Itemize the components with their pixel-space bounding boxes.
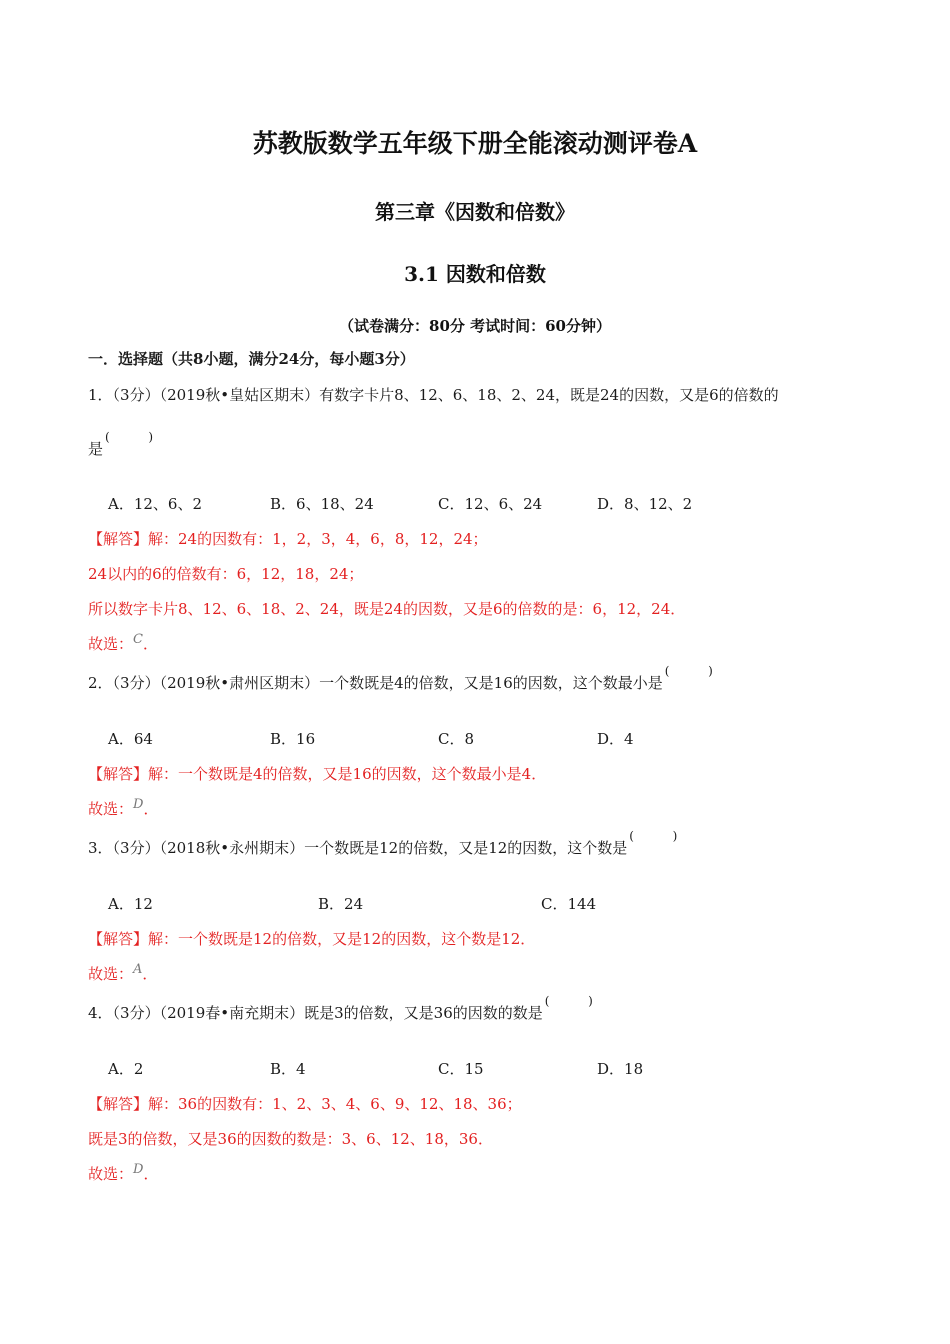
answer-tag: 【解答】 xyxy=(88,1095,149,1113)
choice-letter: C xyxy=(133,632,143,647)
option-b: B．16 xyxy=(270,730,316,748)
question-2-stem: 2．（3分）（2019秋•肃州区期末）一个数既是4的倍数，又是16的因数，这个数最小是 ( ) xyxy=(88,664,713,692)
question-1-stem-tail: 是 xyxy=(88,440,104,458)
chapter-title: 第三章《因数和倍数》 xyxy=(375,200,575,224)
answer-line: 所以数字卡片8、12、6、18、2、24，既是24的因数，又是6的倍数的是：6，12，24． xyxy=(88,600,686,618)
answer-tag: 【解答】 xyxy=(88,930,149,948)
answer-tag: 【解答】 xyxy=(88,765,149,783)
answer-blank: ( ) xyxy=(664,664,713,678)
option-d: D．8、12、2 xyxy=(597,495,693,513)
answer-tag: 【解答】 xyxy=(88,530,149,548)
option-b: B．6、18、24 xyxy=(270,495,374,513)
answer-line: 【解答】解：一个数既是4的倍数，又是16的因数，这个数最小是4． xyxy=(88,765,547,783)
choice-letter: D xyxy=(133,797,144,812)
option-c: C．15 xyxy=(438,1060,484,1078)
choice-line: 故选：A． xyxy=(88,962,158,983)
answer-line: 【解答】解：24的因数有：1，2，3，4，6，8，12，24； xyxy=(88,530,488,548)
option-a: A．12、6、2 xyxy=(108,495,203,513)
option-b: B．24 xyxy=(318,895,364,913)
answer-blank: ( ) xyxy=(544,994,593,1008)
answer-line: 既是3的倍数，又是36的因数的数是：3、6、12、18，36． xyxy=(88,1130,493,1148)
question-3-stem: 3．（3分）（2018秋•永州期末）一个数既是12的倍数，又是12的因数，这个数是 ( ) xyxy=(88,829,678,857)
section-heading: 一．选择题（共8小题，满分24分，每小题3分） xyxy=(88,350,415,368)
answer-line: 【解答】解：一个数既是12的倍数，又是12的因数，这个数是12． xyxy=(88,930,536,948)
choice-letter: A xyxy=(133,962,143,977)
choice-line: 故选：D． xyxy=(88,1162,159,1183)
question-1-stem: 1．（3分）（2019秋•皇姑区期末）有数字卡片8、12、6、18、2、24，既是24的因数，又是6的倍数的 xyxy=(88,386,779,404)
option-d: D．18 xyxy=(597,1060,644,1078)
question-4-stem: 4．（3分）（2019春•南充期末）既是3的倍数，又是36的因数的数是 ( ) xyxy=(88,994,593,1022)
option-c: C．8 xyxy=(438,730,475,748)
answer-line: 24以内的6的倍数有：6，12，18，24； xyxy=(88,565,364,583)
option-c: C．144 xyxy=(541,895,597,913)
main-title: 苏教版数学五年级下册全能滚动测评卷A xyxy=(252,129,698,158)
option-a: A．2 xyxy=(108,1060,144,1078)
exam-info: （试卷满分：80分 考试时间：60分钟） xyxy=(339,317,611,335)
option-a: A．64 xyxy=(108,730,153,748)
option-d: D．4 xyxy=(597,730,634,748)
choice-line: 故选：C． xyxy=(88,632,158,653)
choice-line: 故选：D． xyxy=(88,797,159,818)
section-title: 3.1 因数和倍数 xyxy=(404,262,546,286)
choice-letter: D xyxy=(133,1162,144,1177)
answer-blank: ( ) xyxy=(629,829,678,843)
answer-line: 【解答】解：36的因数有：1、2、3、4、6、9、12、18、36； xyxy=(88,1095,522,1113)
question-1-stem-end xyxy=(88,430,154,459)
option-a: A．12 xyxy=(108,895,153,913)
option-b: B．4 xyxy=(270,1060,306,1078)
answer-blank: ( ) xyxy=(105,430,154,444)
option-c: C．12、6、24 xyxy=(438,495,543,513)
